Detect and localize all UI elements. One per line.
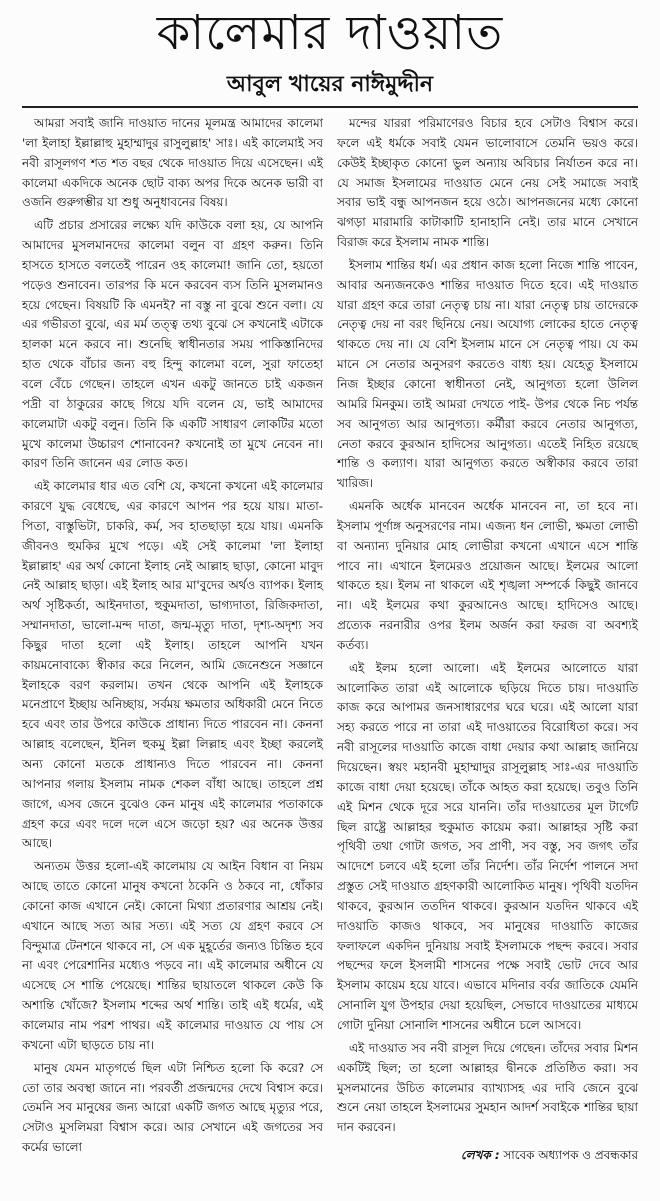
paragraph: এটি প্রচার প্রসারের লক্ষ্যে যদি কাউকে বলা হয়, যে আপনি আমাদের মুসলমানদের কালেমা বলুন বা গ্রহণ করুন। তিনি হাসতে হাসতে বলতেই পারেন ওহ কালেমা! জানি তো, হয়তো পড়েও শুনাবেন। তারপর কি মনে করবেন ব্যস তিনি মুসলমানও হয়ে গেছেন। বিষয়টি কি এমনই? না বস্তু না বুঝে শুনে বলা। যে এর গভীরতা বুঝে, এর মর্ম তত্ত্ব তথ্য বুঝে সে কখনোই এটাকে হালকা মনে করবে না। শুনেছি স্বাধীনতার সময় পাকিস্তানিদের হাত থেকে বাঁচার জন্য বহু হিন্দু কালেমা বলে, সুরা ফাতেহা বলে বেঁচে গেছেন। তাহলে এখন একটু জানতে চাই একজন পদ্রী বা ঠাকুরের কাছে গিয়ে যদি বলেন যে, ভাই আমাদের কালেমাটা একটু বলুন। তিনি কি একটি সাধারণ লোকটির মতো মুখে কালেমা উচ্চারণ শোনাবেন? কখনোই তা মুখে নেবেন না। কারণ তিনি জানেন এর লোড কত। (22, 218, 323, 471)
paragraph: ইসলাম শান্তির ধর্ম। এর প্রধান কাজ হলো নিজে শান্তি পাবেন, আবার অন্যজনকেও শান্তির দাওয়াত দিতে হবে। এই দাওয়াত যারা গ্রহণ করে তারা নেতৃত্ব চায় না। যারা নেতৃত্ব চায় তাদেরকে নেতৃত্ব দেয় না বরং ছিনিয়ে নেয়। অযোগ্য লোকের হাতে নেতৃত্ব থাকতে দেয় না। যে বেশি ইসলাম মানে সে নেতৃত্ব পায়। যে কম মানে সে নেতার অনুসরণ করতেও বাধ্য হয়। যেহেতু ইসলামে নিজ ইচ্ছার কোনো স্বাধীনতা নেই, আনুগত্য হলো উলিল আমরি মিনকুম। তাই আমরা দেখতে পাই- উপর থেকে নিচ পর্যন্ত সব আনুগত্য আর আনুগত্য। কর্মীরা করবে নেতার আনুগত্য, নেতা করবে কুরআন হাদিসের আনুগত্য। এতেই নিহিত রয়েছে শান্তি ও কল্যাণ। যারা আনুগত্য করতে অস্বীকার করবে তারা খারিজ। (337, 257, 638, 491)
paragraph: এই দাওয়াত সব নবী রাসূল দিয়ে গেছেন। তাঁদের সবার মিশন একটিই ছিল; তা হলো আল্লাহর দ্বীনকে প্রতিষ্ঠিত করা। সব মুসলমানের উচিত কালেমার ব্যাখ্যাসহ এর দাবি জেনে বুঝে শুনে নেয়া তাহলে ইসলামের সুমহান আদর্শ সবাইকে শান্তির ছায়া দান করবেন। (337, 1040, 638, 1135)
article-title: কালেমার দাওয়াত (156, 5, 504, 61)
paragraph: মন্দের যাররা পরিমাণেরও বিচার হবে সেটাও বিশ্বাস করে। ফলে এই ধর্মকে সবাই যেমন ভালোবাসে তেমনি ভয়ও করে। কেউই ইচ্ছাকৃত কোনো ভুল অন্যায় অবিচার নির্যাতন করে না। যে সমাজ ইসলামের দাওয়াত মেনে নেয় সেই সমাজে সবাই সবার ভাই বন্ধু আপনজন হয়ে ওঠে। আপনজনের মধ্যে কোনো ঝগড়া মারামারি কাটাকাটি হানাহানি নেই। তার মানে সেখানে বিরাজ করে ইসলাম নামক শান্তি। (337, 116, 638, 250)
paragraph: এই কালেমার ধার এত বেশি যে, কখনো কখনো এই কালেমার কারণে যুদ্ধ বেধেছে, এর কারণে আপন পর হয়ে যায়। মাতা-পিতা, বাস্তুভিটা, চাকরি, কর্ম, সব হাতছাড়া হয়ে যায়। এমনকি জীবনও হুমকির মুখে পড়ে। এই সেই কালেমা 'লা ইলাহা ইল্লাল্লাহ' এর অর্থ কোনো ইলাহ নেই আল্লাহ ছাড়া, কোনো মাবুদ নেই আল্লাহ ছাড়া। এই ইলাহ আর মা'বুদের অর্থও ব্যাপক। ইলাহ অর্থ সৃষ্টিকর্তা, আইনদাতা, হুকুমদাতা, ভাগ্যদাতা, রিজিকদাতা, সম্মানদাতা, ভালো-মন্দ দাতা, জন্ম-মৃত্যু দাতা, দৃশ্য-অদৃশ্য সব কিছুর দাতা হলো এই ইলাহ। তাহলে আপনি যখন কায়মনোবাক্যে স্বীকার করে নিলেন, আমি জেনেশুনে সজ্ঞানে ইলাহকে বরণ করলাম। তখন থেকে আপনি এই ইলাহকে মনেপ্রাণে ইচ্ছায় অনিচ্ছায়, সর্বময় ক্ষমতার অধিকারী মেনে নিতে হবে এবং তার উপরে কাউকে প্রাধান্য দিতে পারবেন না। কেননা আল্লাহ বলেছেন, ইনিল হুকমু ইল্লা লিল্লাহ এবং ইচ্ছা করলেই অন্য কোনো মতকে প্রাধান্যও দিতে পারবেন না। কেননা আপনার গলায় ইসলাম নামক শেকল বাঁধা আছে। তাহলে প্রশ্ন জাগে, এসব জেনে বুঝেও কেন মানুষ এই কালেমার পতাকাকে গ্রহণ করে এবং দলে দলে এসে জড়ো হয়? এর অনেক উত্তর আছে। (22, 479, 323, 851)
author-note-text: সাবেক অধ্যাপক ও প্রবন্ধকার (503, 1148, 638, 1163)
paragraph: এমনকি অর্ধেক মানবেন অর্ধেক মানবেন না, তা হবে না। ইসলাম পূর্ণাঙ্গ অনুসরণের নাম। এজন্য ধন লোভী, ক্ষমতা লোভী বা অন্যান্য দুনিয়ার মোহ লোভীরা কখনো এখানে এসে শান্তি পাবে না। এখানে ইলমেরও প্রয়োজন আছে। ইলমের আলো থাকতে হয়। ইলম না থাকলে এই শৃঙ্খলা সম্পর্কে কিছুই জানবে না। এই ইলমের কথা কুরআনেও আছে। হাদিসেও আছে। প্রত্যেক নরনারীর ওপর ইলম অর্জন করা ফরজ বা অবশ্যই কর্তব্য। (337, 499, 638, 652)
title-divider (22, 106, 638, 108)
left-column (22, 114, 323, 1166)
paragraph: মানুষ যেমন মাতৃগর্ভে ছিল এটা নিশ্চিত হলো কি করে? সে তো তার অবস্থা জানে না। পরবর্তী প্রজন্মদের দেখে বিশ্বাস করে। তেমনি সব মানুষের জন্য আরো একটি জগত আছে মৃত্যুর পরে, সেটাও মুসলিমরা বিশ্বাস করে। আর সেখানে এই জগতের সব কর্মের ভালো (22, 1060, 323, 1155)
paragraph: এই ইলম হলো আলো। এই ইলমের আলোতে যারা আলোকিত তারা এই আলোকে ছড়িয়ে দিতে চায়। দাওয়াতি কাজ করে আপামর জনসাধারণের ঘরে ঘরে। এই আলো যারা সহ্য করতে পারে না তারা এই দাওয়াতের বিরোধিতা করে। সব নবী রাসূলের দাওয়াতি কাজে বাধা দেয়ার কথা আল্লাহ জানিয়ে দিয়েছেন। স্বয়ং মহানবী মুহাম্মাদুর রাসূলুল্লাহ সাঃ-এর দাওয়াতি কাজে বাধা দেয়া হয়েছে। তাঁকে আহত করা হয়েছে। তবুও তিনি এই মিশন থেকে দূরে সরে যাননি। তাঁর দাওয়াতের মূল টার্গেট ছিল রাষ্ট্রে আল্লাহর হুকুমাত কায়েম করা। আল্লাহর সৃষ্টি করা পৃথিবী তথা গোটা জগত, সব প্রাণী, সব বস্তু, সব জগৎ তাঁর আদেশে চলবে এই হলো তাঁর নির্দেশ। তাঁর নির্দেশ পালনে সদা প্রস্তুত সেই দাওয়াত গ্রহণকারী আলোকিত মানুষ। পৃথিবী যতদিন থাকবে, কুরআন ততদিন থাকবে। কুরআন যতদিন থাকবে এই দাওয়াতি কাজও থাকবে, সব মানুষের দাওয়াতি কাজের ফলাফলে একদিন দুনিয়ায় সবাই ইসলামকে পছন্দ করবে। সবার পছন্দের ফলে ইসলামী শাসনের পক্ষে সবাই ভোট দেবে আর ইসলাম কায়েম হয়ে যাবে। এভাবে মদিনার বর্বর জাতিকে যেমনি সোনালি যুগ উপহার দেয়া হয়েছিল, সেভাবে দাওয়াতের মাধ্যমে গোটা দুনিয়া সোনালি শাসনের অধীনে চলে আসবে। (337, 660, 638, 1032)
author-byline: আবুল খায়ের নাঈমুদ্দীন (226, 72, 434, 97)
article-body (22, 114, 638, 1166)
author-note-label: লেখক : (460, 1148, 500, 1163)
paragraph: অন্যতম উত্তর হলো-এই কালেমায় যে আইন বিধান বা নিয়ম আছে তাতে কোনো মানুষ কখনো ঠকেনি ও ঠকবে না, ধোঁকার কোনো কাজ এখানে নেই। কোনো মিথ্যা প্রতারণার আশ্রয় নেই। এখানে আছে সত্য আর সত্য। এই সত্য যে গ্রহণ করবে সে বিন্দুমাত্র টেনশনে থাকবে না, সে এক মুহূর্তের জন্যও চিন্তিত হবে না এবং পেরেশানির মধ্যেও পড়বে না। এই কালেমার অধীনে যে এসেছে সে শান্তি পেয়েছে। শান্তির ছায়াতলে থাকলে কেউ কি অশান্তি খোঁজে? ইসলাম শব্দের অর্থ শান্তি। তাই এই ধর্মের, এই কালেমার নাম পরশ পাথর। এই কালেমার দাওয়াত যে পায় সে কখনো এটা ছাড়তে চায় না। (22, 859, 323, 1052)
right-column (337, 114, 638, 1166)
paragraph: আমরা সবাই জানি দাওয়াত দানের মূলমন্ত্র আমাদের কালেমা 'লা ইলাহা ইল্লাল্লাহু মুহাম্মাদুর রাসুলুল্লাহ' সাঃ। এই কালেমাই সব নবী রাসূলগণ শত শত বছর থেকে দাওয়াত দিয়ে এসেছেন। এই কালেমা একদিকে অনেক ছোট বাক্য অপর দিকে অনেক ভারী বা ওজনি গুরুগম্ভীর যা শুধু অনুধাবনের বিষয়। (22, 116, 323, 210)
author-note (337, 1146, 638, 1166)
